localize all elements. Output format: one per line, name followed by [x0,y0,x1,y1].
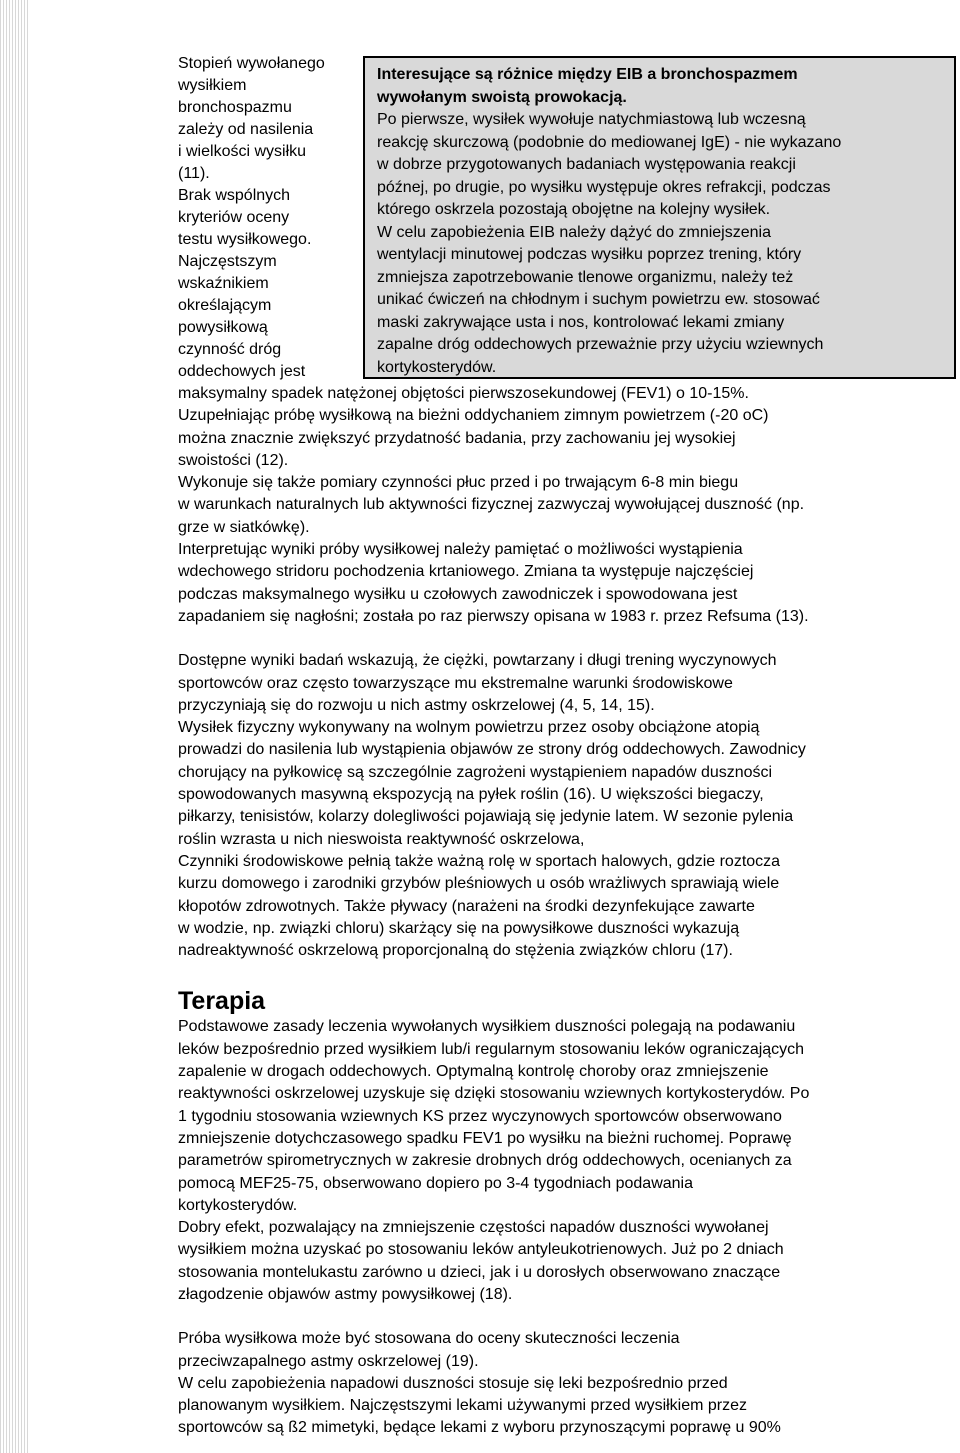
text-line: reaktywności oskrzelowej uzyskuje się dzięki stosowaniu wziewnych kortykosterydów. Po [178,1085,810,1103]
text-line: zapalenie w drogach oddechowych. Optymalną kontrolę choroby oraz zmniejszenie [178,1063,769,1081]
text-line: Wysiłek fizyczny wykonywany na wolnym powietrzu przez osoby obciążone atopią [178,719,760,737]
text-line: złagodzenie objawów astmy powysiłkowej (18). [178,1285,513,1303]
text-line: prowadzi do nasilenia lub wystąpienia objawów ze strony dróg oddechowych. Zawodnicy [178,741,806,759]
text-line: (11). [178,165,210,182]
paragraph-gap [178,628,960,650]
callout-line: zapalne dróg oddechowych przeważnie przy użyciu wziewnych [377,336,824,353]
paragraph-gap [178,1306,960,1328]
text-line: wdechowego stridoru pochodzenia krtaniowego. Zmiana ta występuje najczęściej [178,563,754,581]
text-line: kortykosterydów. [178,1196,298,1214]
text-line: sportowców oraz często towarzyszące mu ekstremalne warunki środowiskowe [178,674,733,692]
text-line: czynność dróg [178,341,282,358]
paragraph-block-4 [178,1328,960,1439]
callout-heading-line: Interesujące są różnice między EIB a bronchospazmem [377,66,798,83]
callout-line: wentylacji minutowej podczas wysiłku poprzez trening, który [377,246,802,263]
text-line: określającym [178,297,272,314]
text-line: Brak wspólnych [178,187,291,204]
text-line: Dobry efekt, pozwalający na zmniejszenie częstości napadów duszności wywołanej [178,1219,769,1237]
callout-line: w dobrze przygotowanych badaniach występowania reakcji [377,156,796,173]
text-line: spowodowanych masywną ekspozycją na pyłek roślin (16). U większości biegaczy, [178,786,764,804]
callout-line: którego oskrzela pozostają obojętne na kolejny wysiłek. [377,201,771,218]
text-line: planowanym wysiłkiem. Najczęstszymi lekami używanymi przed wysiłkiem przez [178,1397,748,1415]
left-column-text [178,53,368,383]
text-line: nadreaktywność oskrzelową proporcjonalną do stężenia związków chloru (17). [178,942,733,960]
text-line: zmniejszenie dotychczasowego spadku FEV1 po wysiłku na bieżni ruchomej. Poprawę [178,1129,792,1147]
text-line: testu wysiłkowego. [178,231,312,248]
text-line: wysiłkiem można uzyskać po stosowaniu leków antyleukotrienowych. Już po 2 dniach [178,1241,784,1259]
callout-line: unikać ćwiczeń na chłodnym i suchym powietrzu ew. stosować [377,291,820,308]
text-line: kryteriów oceny [178,209,290,226]
text-line: swoistości (12). [178,451,289,469]
text-line: chorujący na pyłkowicę są szczególnie zagrożeni wystąpieniem napadów duszności [178,763,773,781]
text-line: grze w siatkówkę). [178,518,310,536]
section-heading: Terapia [178,987,266,1016]
callout-line: maski zakrywające usta i nos, kontrolować lekami zmiany [377,313,785,331]
text-line: i wielkości wysiłku [178,143,307,160]
text-line: zależy od nasilenia [178,121,314,138]
paragraph-block-2 [178,650,960,962]
paragraph-block-3 [178,1016,960,1306]
text-line: zapadaniem się nagłośni; została po raz pierwszy opisana w 1983 r. przez Refsuma (13). [178,607,809,625]
text-line: Najczęstszym [178,253,277,270]
text-line: Dostępne wyniki badań wskazują, że ciężki, powtarzany i długi trening wyczynowych [178,652,777,670]
callout-line: późnej, po drugie, po wysiłku występuje okres refrakcji, podczas [377,178,831,196]
text-line: Stopień wywołanego [178,55,325,72]
text-line: można znacznie zwiększyć przydatność badania, przy zachowaniu jej wysokiej [178,429,736,447]
paragraph-gap [178,962,960,984]
callout-line: reakcję skurczową (podobnie do mediowanej IgE) - nie wykazano [377,133,842,151]
text-line: wysiłkiem [178,77,247,94]
text-line: parametrów spirometrycznych w zakresie drobnych dróg oddechowych, ocenianych za [178,1152,792,1170]
text-line: Czynniki środowiskowe pełnią także ważną rolę w sportach halowych, gdzie roztocza [178,852,781,870]
text-line: 1 tygodniu stosowania wziewnych KS przez wyczynowych sportowców obserwowano [178,1107,782,1125]
text-line: pomocą MEF25-75, obserwowano dopiero po 3-4 tygodniach podawania [178,1174,693,1192]
paragraph-block-1 [178,383,960,628]
text-line: przeciwzapalnego astmy oskrzelowej (19). [178,1352,479,1370]
text-line: leków bezpośrednio przed wysiłkiem lub/i regularnym stosowaniu leków ograniczających [178,1040,805,1058]
text-line: maksymalny spadek natężonej objętości pierwszosekundowej (FEV1) o 10-15%. [178,385,749,402]
text-line: Próba wysiłkowa może być stosowana do oceny skuteczności leczenia [178,1330,680,1348]
callout-box [363,56,956,379]
text-line: roślin wzrasta u nich nieswoista reaktywność oskrzelowa, [178,830,585,848]
main-body-text [178,383,960,1440]
text-line: Wykonuje się także pomiary czynności płuc przed i po trwającym 6-8 min biegu [178,474,739,492]
text-line: stosowania montelukastu zarówno u dzieci, jak i u dorosłych obserwowano znaczące [178,1263,781,1281]
callout-line: W celu zapobieżenia EIB należy dążyć do zmniejszenia [377,223,771,241]
text-line: kłopotów zdrowotnych. Także pływacy (narażeni na środki dezynfekujące zawarte [178,897,755,915]
text-line: piłkarzy, tenisistów, kolarzy dolegliwości pojawiają się jedynie latem. W sezonie pylenia [178,808,794,826]
callout-heading-line: wywołanym swoistą prowokacją. [377,88,627,106]
text-line: Podstawowe zasady leczenia wywołanych wysiłkiem duszności polegają na podawaniu [178,1018,796,1036]
callout-line: zmniejsza zapotrzebowanie tlenowe organizmu, należy też [377,268,794,286]
callout-line: Po pierwsze, wysiłek wywołuje natychmiastową lub wczesną [377,111,806,128]
scan-edge-stripes [0,0,30,1453]
text-line: przyczyniają się do rozwoju u nich astmy oskrzelowej (4, 5, 14, 15). [178,696,655,714]
text-line: powysiłkową [178,319,268,336]
text-line: W celu zapobieżenia napadowi duszności stosuje się leki bezpośrednio przed [178,1374,728,1392]
text-line: bronchospazmu [178,99,292,116]
text-line: sportowców są ß2 mimetyki, będące lekami z wyboru przynoszącymi poprawę u 90% [178,1419,781,1437]
text-line: Interpretując wyniki próby wysiłkowej należy pamiętać o możliwości wystąpienia [178,541,743,559]
text-line: w warunkach naturalnych lub aktywności fizycznej zazwyczaj wywołującej duszność (np. [178,496,805,514]
text-line: Uzupełniając próbę wysiłkową na bieżni oddychaniem zimnym powietrzem (-20 oC) [178,407,769,425]
callout-line: kortykosterydów. [377,358,497,376]
text-line: podczas maksymalnego wysiłku u czołowych zawodniczek i spowodowana jest [178,585,738,603]
text-line: kurzu domowego i zarodniki grzybów pleśniowych u osób wrażliwych sprawiają wiele [178,875,780,893]
text-line: oddechowych jest [178,363,306,380]
text-line: w wodzie, np. związki chloru) skarżący się na powysiłkowe duszności wykazują [178,919,740,937]
text-line: wskaźnikiem [178,275,269,292]
